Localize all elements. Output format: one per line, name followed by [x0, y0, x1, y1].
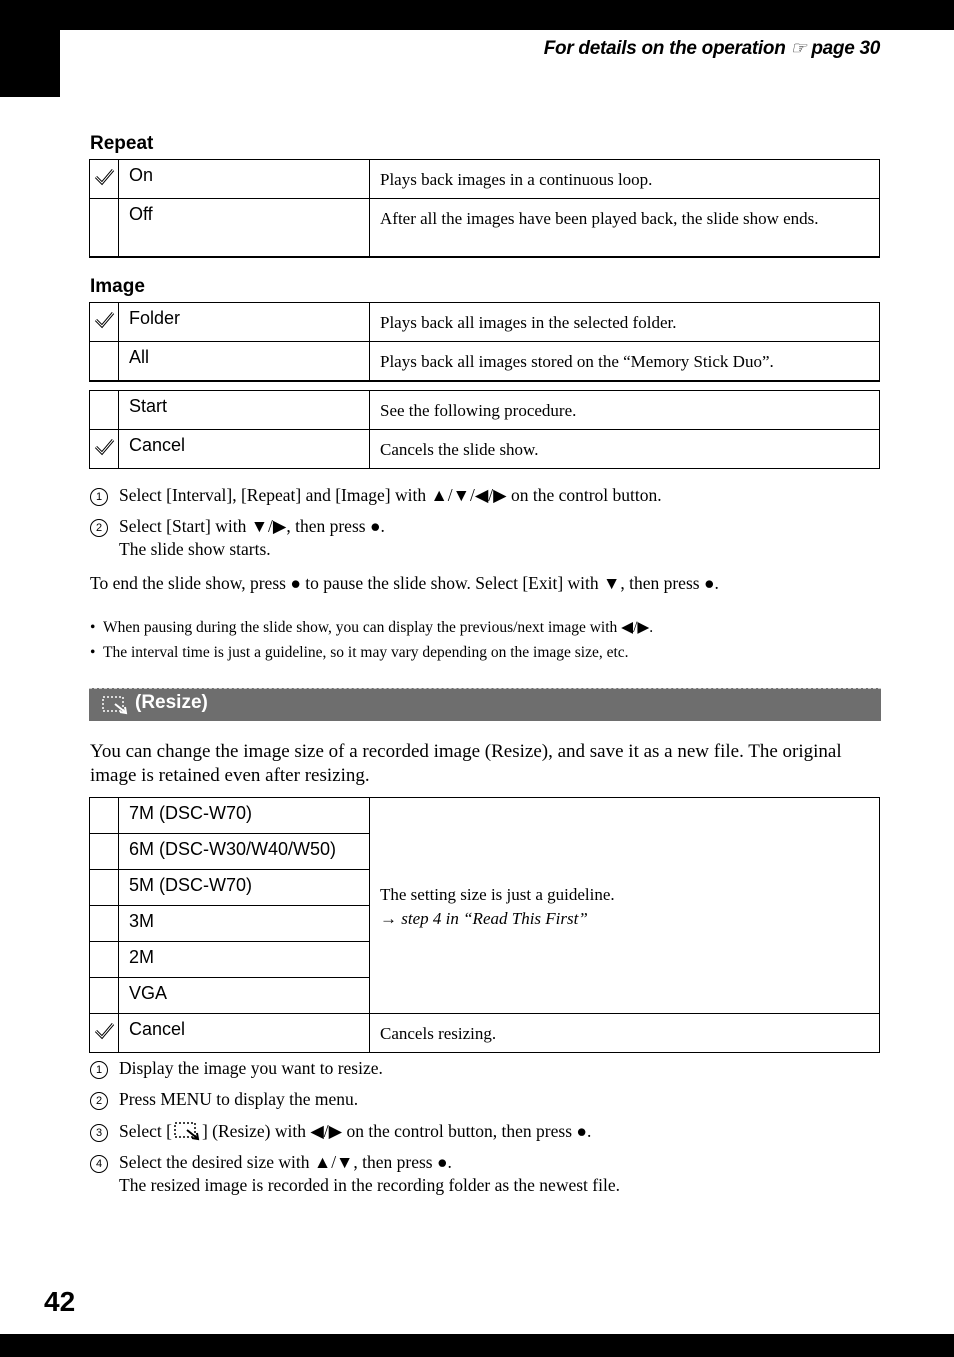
note-text: When pausing during the slide show, you can display the previous/next image with ◀/▶.	[103, 619, 654, 636]
top-black-bar	[0, 0, 954, 30]
step-number: 1	[90, 1061, 108, 1079]
option-name: All	[119, 342, 370, 382]
header-ref-text: For details on the operation	[543, 38, 786, 59]
check-cell	[90, 978, 119, 1014]
checkmark-icon	[93, 437, 115, 457]
size-name: 6M (DSC-W30/W40/W50)	[119, 834, 370, 870]
step-text: Select the desired size with ▲/▼, then press ●.	[119, 1152, 452, 1172]
step-number: 2	[90, 519, 108, 537]
check-cell	[90, 303, 119, 342]
option-desc: Plays back all images stored on the “Memory Stick Duo”.	[370, 342, 880, 382]
repeat-table	[89, 159, 880, 258]
check-cell	[90, 160, 119, 199]
step-number: 2	[90, 1092, 108, 1110]
check-cell	[90, 342, 119, 382]
option-desc: Cancels the slide show.	[370, 430, 880, 469]
size-desc-ref: step 4 in “Read This First”	[401, 908, 588, 928]
step-text: Select [	[119, 1121, 172, 1141]
resize-step-3	[90, 1120, 591, 1143]
step-text: Select [Interval], [Repeat] and [Image] with ▲/▼/◀/▶ on the control button.	[119, 485, 662, 505]
size-desc-link	[380, 907, 869, 931]
resize-table	[89, 797, 880, 1053]
step-text: ] (Resize) with ◀/▶ on the control button, then press ●.	[201, 1121, 592, 1141]
size-desc-line: The setting size is just a guideline.	[380, 884, 615, 904]
size-name: VGA	[119, 978, 370, 1014]
check-cell	[90, 942, 119, 978]
size-name: 5M (DSC-W70)	[119, 870, 370, 906]
table-row	[90, 430, 880, 469]
resize-intro: You can change the image size of a recorded image (Resize), and save it as a new file. The original image is retained even after resizing.	[90, 741, 842, 786]
table-row	[90, 160, 880, 199]
resize-step-4	[90, 1151, 620, 1197]
arrow-icon: →	[380, 908, 397, 928]
header-reference	[544, 38, 880, 60]
step-number: 4	[90, 1155, 108, 1173]
page-number: 42	[44, 1286, 76, 1317]
option-desc: See the following procedure.	[370, 391, 880, 430]
size-name: 3M	[119, 906, 370, 942]
option-name: Start	[119, 391, 370, 430]
step-text: Display the image you want to resize.	[119, 1058, 383, 1078]
check-cell	[90, 906, 119, 942]
start-cancel-table	[89, 390, 880, 469]
header-ref-page: page 30	[811, 38, 880, 59]
section-title: (Resize)	[135, 692, 208, 713]
option-desc: Plays back all images in the selected folder.	[370, 303, 880, 342]
slide-step-2	[90, 515, 385, 561]
option-name: On	[119, 160, 370, 199]
size-name: 7M (DSC-W70)	[119, 798, 370, 834]
step-continuation: The resized image is recorded in the recording folder as the newest file.	[119, 1175, 620, 1195]
image-table	[89, 302, 880, 382]
check-cell	[90, 199, 119, 257]
step-text: Select [Start] with ▼/▶, then press ●.	[119, 516, 385, 536]
check-cell	[90, 391, 119, 430]
step-continuation: The slide show starts.	[119, 539, 271, 559]
resize-icon	[173, 1121, 201, 1141]
step-text: Press MENU to display the menu.	[119, 1089, 359, 1109]
note-item: • The interval time is just a guideline, so it may vary depending on the image size, etc.	[90, 644, 629, 661]
resize-section-header	[89, 688, 881, 721]
checkmark-icon	[93, 1021, 115, 1041]
note-text: The interval time is just a guideline, so it may vary depending on the image size, etc.	[103, 644, 629, 661]
check-cell	[90, 1014, 119, 1053]
option-name: Folder	[119, 303, 370, 342]
bottom-black-bar	[0, 1334, 954, 1357]
option-desc: Cancels resizing.	[370, 1014, 880, 1053]
check-cell	[90, 430, 119, 469]
pointing-hand-icon: ☞	[790, 38, 807, 58]
option-desc: After all the images have been played back, the slide show ends.	[370, 199, 880, 257]
option-desc: Plays back images in a continuous loop.	[370, 160, 880, 199]
size-name: 2M	[119, 942, 370, 978]
table-row	[90, 391, 880, 430]
option-name: Cancel	[119, 1014, 370, 1053]
table-row	[90, 1014, 880, 1053]
option-name: Off	[119, 199, 370, 257]
resize-icon	[101, 695, 129, 715]
table-row	[90, 798, 880, 834]
table-row	[90, 199, 880, 257]
option-name: Cancel	[119, 430, 370, 469]
chapter-tab	[0, 0, 60, 97]
note-item: • When pausing during the slide show, you can display the previous/next image with ◀/▶.	[90, 619, 654, 636]
checkmark-icon	[93, 167, 115, 187]
check-cell	[90, 798, 119, 834]
image-label: Image	[90, 276, 145, 297]
size-desc	[370, 798, 880, 1014]
repeat-label: Repeat	[90, 133, 154, 154]
check-cell	[90, 834, 119, 870]
resize-step-2	[90, 1088, 358, 1111]
check-cell	[90, 870, 119, 906]
step-number: 3	[90, 1124, 108, 1142]
end-slideshow-text: To end the slide show, press ● to pause the slide show. Select [Exit] with ▼, then press ●.	[90, 573, 719, 593]
slide-step-1	[90, 484, 662, 507]
resize-step-1	[90, 1057, 383, 1080]
checkmark-icon	[93, 310, 115, 330]
table-row	[90, 342, 880, 382]
table-row	[90, 303, 880, 342]
step-number: 1	[90, 488, 108, 506]
